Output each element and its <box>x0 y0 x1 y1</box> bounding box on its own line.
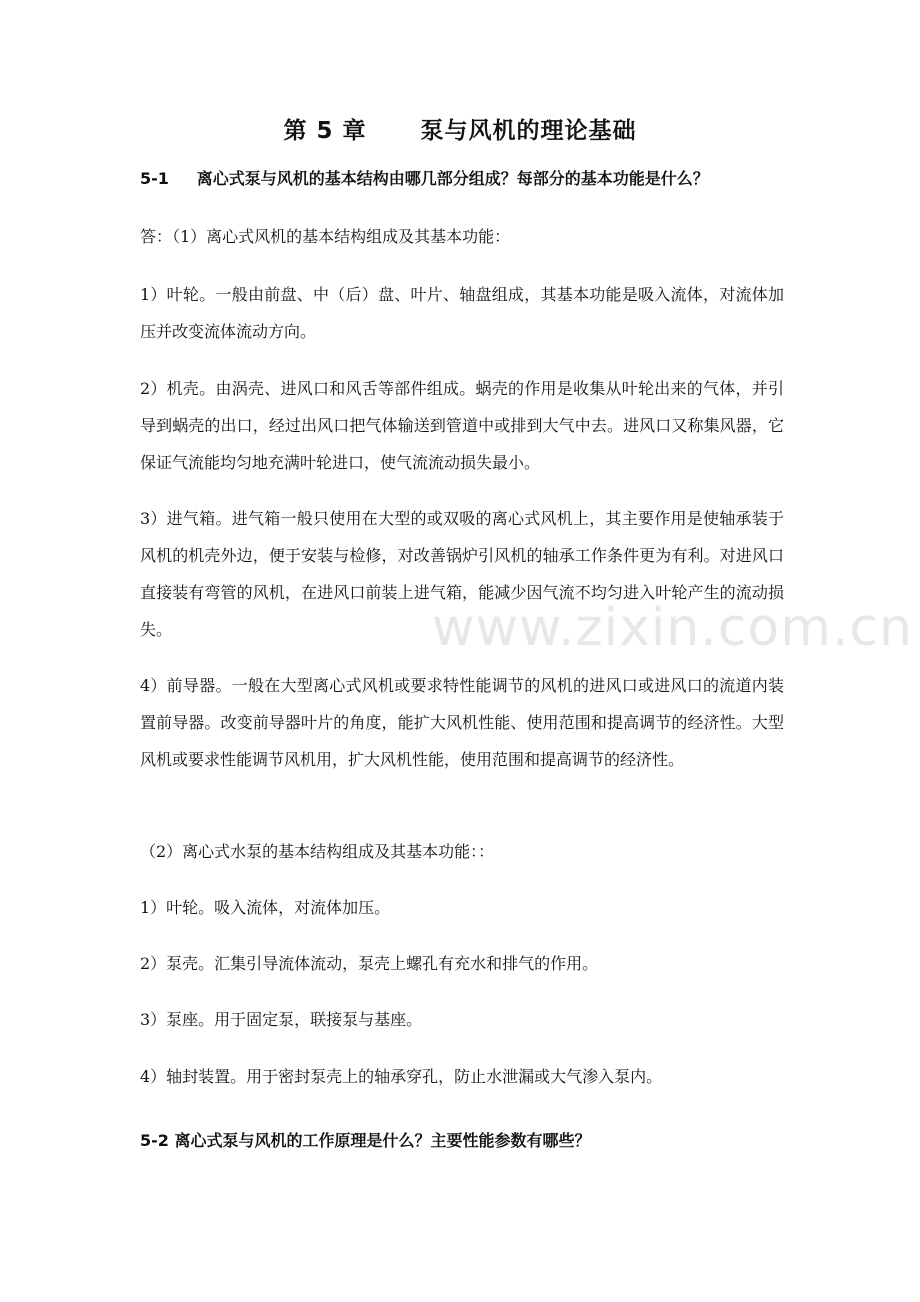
answer-intro: 答：（1）离心式风机的基本结构组成及其基本功能： <box>140 227 511 246</box>
question-5-2: 5-2 离心式泵与风机的工作原理是什么？主要性能参数有哪些？ <box>140 1131 591 1150</box>
fan-item-inlet-box: 3）进气箱。进气箱一般只使用在大型的或双吸的离心式风机上，其主要作用是使轴承装于风机的机壳外边，便于安装与检修，对改善锅炉引风机的轴承工作条件更为有利。对进风口直接装有弯管的风机，在进风口前装上进气箱，能减少因气流不均匀进入叶轮产生的流动损失。 <box>140 509 784 639</box>
fan-item-inlet-guide: 4）前导器。一般在大型离心式风机或要求特性能调节的风机的进风口或进风口的流道内装置前导器。改变前导器叶片的角度，能扩大风机性能、使用范围和提高调节的经济性。大型风机或要求性能调节风机用，扩大风机性能，使用范围和提高调节的经济性。 <box>140 676 784 769</box>
watermark: www.zixin.com.cn <box>432 598 913 658</box>
chapter-title: 第 5 章 泵与风机的理论基础 <box>283 118 637 144</box>
fan-item-impeller: 1）叶轮。一般由前盘、中（后）盘、叶片、轴盘组成，其基本功能是吸入流体，对流体加压并改变流体流动方向。 <box>140 285 784 341</box>
pump-intro: （2）离心式水泵的基本结构组成及其基本功能：： <box>140 842 495 861</box>
pump-item-base: 3）泵座。用于固定泵，联接泵与基座。 <box>140 1010 423 1029</box>
pump-item-impeller: 1）叶轮。吸入流体，对流体加压。 <box>140 898 391 917</box>
fan-item-casing: 2）机壳。由涡壳、进风口和风舌等部件组成。蜗壳的作用是收集从叶轮出来的气体，并引导到蜗壳的出口，经过出风口把气体输送到管道中或排到大气中去。进风口又称集风器，它保证气流能均匀地充满叶轮进口，使气流流动损失最小。 <box>140 379 784 472</box>
pump-item-casing: 2）泵壳。汇集引导流体流动，泵壳上螺孔有充水和排气的作用。 <box>140 954 599 973</box>
question-5-1: 5-1 离心式泵与风机的基本结构由哪几部分组成？每部分的基本功能是什么？ <box>140 169 709 188</box>
pump-item-shaft-seal: 4）轴封装置。用于密封泵壳上的轴承穿孔，防止水泄漏或大气渗入泵内。 <box>140 1067 663 1086</box>
